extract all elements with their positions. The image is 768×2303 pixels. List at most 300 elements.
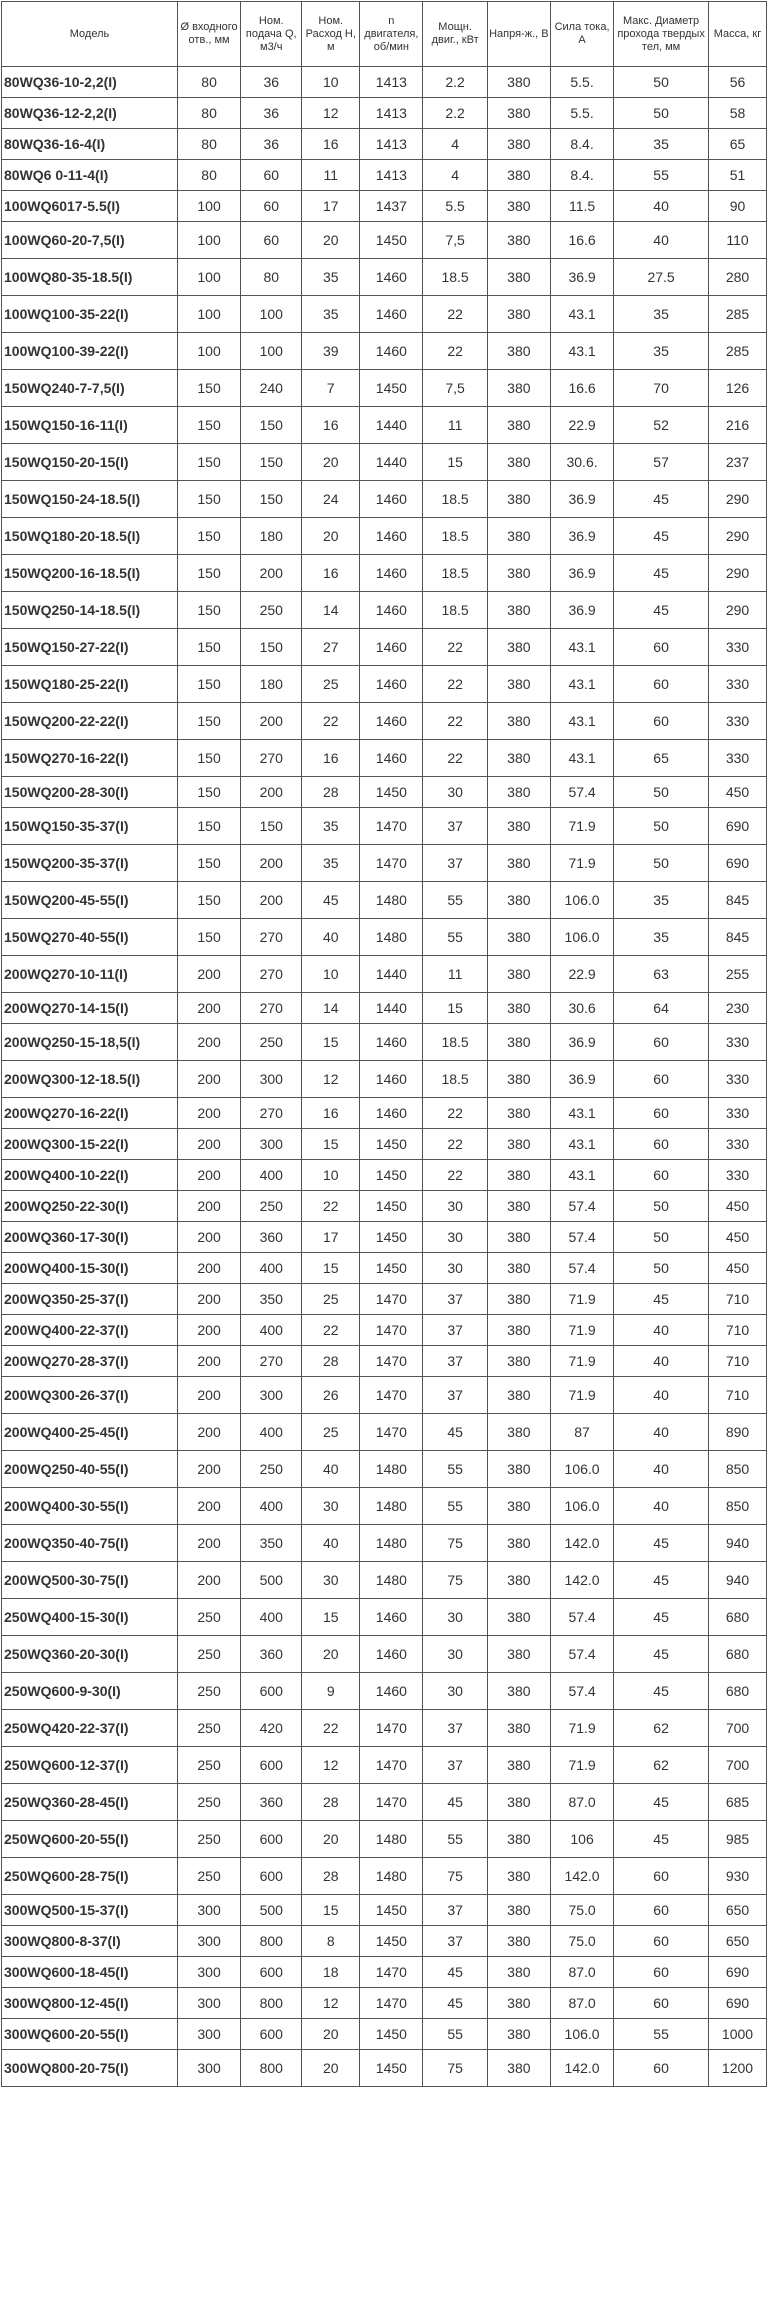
table-row: [2, 333, 767, 370]
cell-mass: 65: [709, 129, 767, 160]
cell-inlet-diameter: 100: [177, 191, 240, 222]
cell-max-solids: 35: [614, 296, 709, 333]
cell-mass: 680: [709, 1636, 767, 1673]
cell-motor-power: 18.5: [423, 1024, 487, 1061]
table-row: [2, 444, 767, 481]
cell-inlet-diameter: 300: [177, 2019, 240, 2050]
cell-motor-power: 30: [423, 777, 487, 808]
cell-inlet-diameter: 200: [177, 1488, 240, 1525]
cell-motor-rpm: 1480: [360, 1821, 423, 1858]
cell-max-solids: 57: [614, 444, 709, 481]
cell-model: 250WQ600-9-30(I): [2, 1673, 178, 1710]
cell-motor-rpm: 1450: [360, 777, 423, 808]
cell-head: 12: [302, 1747, 360, 1784]
table-row: [2, 407, 767, 444]
cell-voltage: 380: [487, 1377, 550, 1414]
table-row: [2, 956, 767, 993]
cell-flow-rate: 270: [241, 740, 302, 777]
cell-motor-power: 22: [423, 629, 487, 666]
cell-current: 16.6: [550, 222, 613, 259]
cell-max-solids: 40: [614, 1488, 709, 1525]
cell-current: 5.5.: [550, 98, 613, 129]
cell-mass: 330: [709, 1061, 767, 1098]
cell-mass: 845: [709, 919, 767, 956]
cell-motor-power: 55: [423, 1821, 487, 1858]
cell-max-solids: 40: [614, 1377, 709, 1414]
cell-model: 200WQ350-40-75(I): [2, 1525, 178, 1562]
cell-mass: 450: [709, 1191, 767, 1222]
table-row: [2, 1346, 767, 1377]
cell-mass: 690: [709, 1957, 767, 1988]
table-row: [2, 296, 767, 333]
cell-current: 57.4: [550, 1599, 613, 1636]
cell-voltage: 380: [487, 1222, 550, 1253]
cell-max-solids: 60: [614, 1024, 709, 1061]
cell-mass: 710: [709, 1377, 767, 1414]
cell-current: 71.9: [550, 1284, 613, 1315]
cell-motor-power: 7,5: [423, 222, 487, 259]
table-row: [2, 1129, 767, 1160]
cell-model: 200WQ350-25-37(I): [2, 1284, 178, 1315]
cell-model: 80WQ36-16-4(I): [2, 129, 178, 160]
cell-current: 71.9: [550, 1710, 613, 1747]
cell-inlet-diameter: 200: [177, 1346, 240, 1377]
cell-max-solids: 40: [614, 1346, 709, 1377]
cell-max-solids: 45: [614, 1562, 709, 1599]
cell-motor-power: 22: [423, 703, 487, 740]
cell-mass: 330: [709, 1160, 767, 1191]
cell-motor-rpm: 1440: [360, 993, 423, 1024]
cell-voltage: 380: [487, 1957, 550, 1988]
cell-voltage: 380: [487, 1098, 550, 1129]
cell-model: 150WQ200-16-18.5(I): [2, 555, 178, 592]
cell-head: 26: [302, 1377, 360, 1414]
cell-flow-rate: 270: [241, 993, 302, 1024]
cell-voltage: 380: [487, 592, 550, 629]
cell-current: 36.9: [550, 518, 613, 555]
cell-voltage: 380: [487, 1191, 550, 1222]
cell-flow-rate: 250: [241, 592, 302, 629]
cell-motor-power: 37: [423, 1377, 487, 1414]
cell-motor-rpm: 1450: [360, 1191, 423, 1222]
cell-head: 22: [302, 1315, 360, 1346]
cell-head: 17: [302, 1222, 360, 1253]
cell-model: 200WQ400-10-22(I): [2, 1160, 178, 1191]
cell-inlet-diameter: 300: [177, 1895, 240, 1926]
cell-max-solids: 35: [614, 919, 709, 956]
header-max-solids: Макс. Диаметр прохода твердых тел, мм: [614, 2, 709, 67]
cell-model: 80WQ36-12-2,2(I): [2, 98, 178, 129]
table-row: [2, 1253, 767, 1284]
pump-spec-table: [1, 1, 767, 2087]
cell-motor-rpm: 1480: [360, 1488, 423, 1525]
cell-motor-power: 4: [423, 160, 487, 191]
cell-head: 16: [302, 555, 360, 592]
cell-flow-rate: 420: [241, 1710, 302, 1747]
cell-motor-power: 18.5: [423, 259, 487, 296]
cell-motor-rpm: 1470: [360, 1710, 423, 1747]
cell-motor-power: 75: [423, 1858, 487, 1895]
cell-mass: 1000: [709, 2019, 767, 2050]
cell-motor-rpm: 1470: [360, 1747, 423, 1784]
cell-model: 100WQ80-35-18.5(I): [2, 259, 178, 296]
cell-mass: 285: [709, 296, 767, 333]
cell-max-solids: 45: [614, 1636, 709, 1673]
cell-motor-power: 37: [423, 1346, 487, 1377]
cell-motor-rpm: 1460: [360, 1098, 423, 1129]
cell-motor-power: 37: [423, 1747, 487, 1784]
table-row: [2, 845, 767, 882]
cell-inlet-diameter: 200: [177, 1525, 240, 1562]
cell-inlet-diameter: 250: [177, 1784, 240, 1821]
cell-model: 250WQ600-28-75(I): [2, 1858, 178, 1895]
table-row: [2, 1061, 767, 1098]
cell-model: 250WQ600-20-55(I): [2, 1821, 178, 1858]
cell-voltage: 380: [487, 1253, 550, 1284]
cell-mass: 650: [709, 1926, 767, 1957]
cell-current: 43.1: [550, 1129, 613, 1160]
cell-flow-rate: 400: [241, 1414, 302, 1451]
cell-voltage: 380: [487, 518, 550, 555]
cell-model: 150WQ150-24-18.5(I): [2, 481, 178, 518]
table-row: [2, 919, 767, 956]
cell-motor-rpm: 1460: [360, 1673, 423, 1710]
cell-motor-rpm: 1480: [360, 882, 423, 919]
cell-mass: 51: [709, 160, 767, 191]
table-row: [2, 1957, 767, 1988]
table-row: [2, 2050, 767, 2087]
cell-current: 57.4: [550, 1191, 613, 1222]
cell-current: 43.1: [550, 296, 613, 333]
cell-model: 100WQ100-39-22(I): [2, 333, 178, 370]
cell-model: 250WQ360-28-45(I): [2, 1784, 178, 1821]
cell-head: 15: [302, 1895, 360, 1926]
cell-head: 20: [302, 2019, 360, 2050]
table-row: [2, 2019, 767, 2050]
cell-current: 106.0: [550, 919, 613, 956]
cell-current: 71.9: [550, 1747, 613, 1784]
cell-motor-rpm: 1413: [360, 98, 423, 129]
cell-voltage: 380: [487, 1525, 550, 1562]
cell-inlet-diameter: 200: [177, 1284, 240, 1315]
cell-mass: 330: [709, 1098, 767, 1129]
cell-motor-power: 55: [423, 2019, 487, 2050]
cell-motor-power: 7,5: [423, 370, 487, 407]
cell-model: 300WQ800-12-45(I): [2, 1988, 178, 2019]
cell-inlet-diameter: 150: [177, 555, 240, 592]
cell-inlet-diameter: 250: [177, 1599, 240, 1636]
cell-motor-power: 18.5: [423, 518, 487, 555]
table-row: [2, 1895, 767, 1926]
cell-mass: 280: [709, 259, 767, 296]
cell-max-solids: 60: [614, 1098, 709, 1129]
header-voltage: Напря-ж., В: [487, 2, 550, 67]
table-body: [2, 67, 767, 2087]
cell-inlet-diameter: 150: [177, 629, 240, 666]
table-row: [2, 67, 767, 98]
cell-max-solids: 50: [614, 808, 709, 845]
cell-inlet-diameter: 150: [177, 481, 240, 518]
cell-motor-rpm: 1460: [360, 740, 423, 777]
cell-motor-rpm: 1470: [360, 808, 423, 845]
cell-motor-rpm: 1470: [360, 845, 423, 882]
cell-current: 106.0: [550, 882, 613, 919]
cell-motor-power: 22: [423, 1098, 487, 1129]
cell-head: 15: [302, 1129, 360, 1160]
cell-max-solids: 50: [614, 845, 709, 882]
cell-inlet-diameter: 250: [177, 1747, 240, 1784]
cell-motor-power: 45: [423, 1988, 487, 2019]
cell-max-solids: 40: [614, 1451, 709, 1488]
cell-motor-rpm: 1460: [360, 1061, 423, 1098]
cell-current: 57.4: [550, 777, 613, 808]
table-row: [2, 808, 767, 845]
cell-voltage: 380: [487, 956, 550, 993]
cell-head: 40: [302, 919, 360, 956]
cell-current: 87.0: [550, 1957, 613, 1988]
cell-max-solids: 45: [614, 555, 709, 592]
cell-max-solids: 40: [614, 191, 709, 222]
cell-voltage: 380: [487, 1562, 550, 1599]
cell-current: 142.0: [550, 1525, 613, 1562]
cell-head: 28: [302, 1858, 360, 1895]
cell-flow-rate: 250: [241, 1191, 302, 1222]
cell-voltage: 380: [487, 808, 550, 845]
cell-motor-rpm: 1480: [360, 1451, 423, 1488]
cell-current: 43.1: [550, 703, 613, 740]
cell-voltage: 380: [487, 2019, 550, 2050]
cell-inlet-diameter: 150: [177, 518, 240, 555]
cell-flow-rate: 300: [241, 1061, 302, 1098]
cell-flow-rate: 500: [241, 1562, 302, 1599]
cell-max-solids: 40: [614, 1414, 709, 1451]
cell-flow-rate: 400: [241, 1160, 302, 1191]
cell-motor-power: 30: [423, 1599, 487, 1636]
cell-current: 36.9: [550, 481, 613, 518]
cell-mass: 930: [709, 1858, 767, 1895]
cell-mass: 90: [709, 191, 767, 222]
cell-motor-power: 30: [423, 1673, 487, 1710]
table-row: [2, 160, 767, 191]
cell-model: 250WQ600-12-37(I): [2, 1747, 178, 1784]
cell-mass: 110: [709, 222, 767, 259]
cell-motor-rpm: 1413: [360, 160, 423, 191]
cell-mass: 940: [709, 1562, 767, 1599]
cell-motor-power: 18.5: [423, 592, 487, 629]
cell-inlet-diameter: 80: [177, 160, 240, 191]
cell-motor-power: 30: [423, 1191, 487, 1222]
table-row: [2, 1747, 767, 1784]
cell-flow-rate: 800: [241, 2050, 302, 2087]
cell-inlet-diameter: 150: [177, 777, 240, 808]
cell-max-solids: 55: [614, 160, 709, 191]
table-row: [2, 1098, 767, 1129]
header-mass: Масса, кг: [709, 2, 767, 67]
cell-mass: 330: [709, 703, 767, 740]
cell-mass: 450: [709, 1253, 767, 1284]
cell-max-solids: 50: [614, 777, 709, 808]
cell-model: 200WQ270-28-37(I): [2, 1346, 178, 1377]
table-row: [2, 1673, 767, 1710]
cell-motor-rpm: 1440: [360, 444, 423, 481]
cell-voltage: 380: [487, 481, 550, 518]
cell-head: 10: [302, 1160, 360, 1191]
cell-voltage: 380: [487, 222, 550, 259]
cell-voltage: 380: [487, 191, 550, 222]
cell-mass: 690: [709, 845, 767, 882]
cell-mass: 58: [709, 98, 767, 129]
header-model: Модель: [2, 2, 178, 67]
cell-current: 36.9: [550, 1024, 613, 1061]
cell-model: 80WQ6 0-11-4(I): [2, 160, 178, 191]
cell-head: 10: [302, 956, 360, 993]
cell-current: 106.0: [550, 1451, 613, 1488]
cell-head: 15: [302, 1599, 360, 1636]
cell-motor-rpm: 1470: [360, 1784, 423, 1821]
cell-model: 300WQ600-18-45(I): [2, 1957, 178, 1988]
table-header-row: [2, 2, 767, 67]
cell-head: 20: [302, 1636, 360, 1673]
cell-max-solids: 45: [614, 1784, 709, 1821]
cell-head: 8: [302, 1926, 360, 1957]
cell-model: 300WQ500-15-37(I): [2, 1895, 178, 1926]
cell-motor-power: 11: [423, 407, 487, 444]
table-row: [2, 1636, 767, 1673]
cell-model: 200WQ300-15-22(I): [2, 1129, 178, 1160]
cell-voltage: 380: [487, 67, 550, 98]
cell-model: 150WQ270-16-22(I): [2, 740, 178, 777]
cell-mass: 710: [709, 1346, 767, 1377]
cell-head: 20: [302, 444, 360, 481]
cell-inlet-diameter: 250: [177, 1710, 240, 1747]
cell-current: 5.5.: [550, 67, 613, 98]
cell-inlet-diameter: 150: [177, 703, 240, 740]
cell-model: 150WQ200-22-22(I): [2, 703, 178, 740]
cell-current: 30.6: [550, 993, 613, 1024]
cell-max-solids: 60: [614, 1858, 709, 1895]
cell-max-solids: 60: [614, 666, 709, 703]
cell-flow-rate: 250: [241, 1451, 302, 1488]
table-row: [2, 740, 767, 777]
cell-motor-power: 37: [423, 845, 487, 882]
cell-motor-power: 11: [423, 956, 487, 993]
cell-current: 87: [550, 1414, 613, 1451]
cell-flow-rate: 800: [241, 1926, 302, 1957]
cell-mass: 685: [709, 1784, 767, 1821]
cell-head: 30: [302, 1488, 360, 1525]
cell-motor-power: 45: [423, 1784, 487, 1821]
cell-motor-power: 55: [423, 1451, 487, 1488]
cell-mass: 290: [709, 518, 767, 555]
cell-current: 71.9: [550, 1315, 613, 1346]
cell-motor-rpm: 1450: [360, 1129, 423, 1160]
cell-inlet-diameter: 100: [177, 222, 240, 259]
cell-current: 71.9: [550, 1377, 613, 1414]
cell-inlet-diameter: 150: [177, 407, 240, 444]
cell-max-solids: 35: [614, 129, 709, 160]
cell-head: 35: [302, 845, 360, 882]
cell-voltage: 380: [487, 1160, 550, 1191]
table-row: [2, 129, 767, 160]
cell-inlet-diameter: 200: [177, 1253, 240, 1284]
cell-current: 71.9: [550, 845, 613, 882]
cell-voltage: 380: [487, 555, 550, 592]
cell-head: 15: [302, 1024, 360, 1061]
cell-flow-rate: 200: [241, 882, 302, 919]
cell-motor-rpm: 1460: [360, 666, 423, 703]
cell-voltage: 380: [487, 160, 550, 191]
cell-model: 100WQ60-20-7,5(I): [2, 222, 178, 259]
cell-motor-power: 22: [423, 1129, 487, 1160]
cell-mass: 56: [709, 67, 767, 98]
cell-voltage: 380: [487, 1414, 550, 1451]
cell-motor-power: 37: [423, 1315, 487, 1346]
table-row: [2, 1858, 767, 1895]
cell-model: 200WQ250-15-18,5(I): [2, 1024, 178, 1061]
cell-mass: 890: [709, 1414, 767, 1451]
table-row: [2, 1988, 767, 2019]
cell-flow-rate: 250: [241, 1024, 302, 1061]
cell-current: 30.6.: [550, 444, 613, 481]
cell-motor-power: 18.5: [423, 481, 487, 518]
cell-motor-power: 4: [423, 129, 487, 160]
cell-motor-rpm: 1450: [360, 1222, 423, 1253]
cell-motor-power: 18.5: [423, 555, 487, 592]
cell-voltage: 380: [487, 259, 550, 296]
cell-current: 71.9: [550, 1346, 613, 1377]
cell-head: 24: [302, 481, 360, 518]
cell-current: 75.0: [550, 1926, 613, 1957]
cell-mass: 690: [709, 1988, 767, 2019]
cell-flow-rate: 360: [241, 1784, 302, 1821]
cell-inlet-diameter: 200: [177, 1024, 240, 1061]
cell-max-solids: 35: [614, 882, 709, 919]
cell-motor-power: 30: [423, 1222, 487, 1253]
cell-voltage: 380: [487, 1710, 550, 1747]
table-row: [2, 1315, 767, 1346]
cell-motor-rpm: 1470: [360, 1414, 423, 1451]
cell-current: 43.1: [550, 1098, 613, 1129]
table-row: [2, 259, 767, 296]
cell-motor-power: 37: [423, 1710, 487, 1747]
cell-inlet-diameter: 200: [177, 993, 240, 1024]
cell-motor-power: 5.5: [423, 191, 487, 222]
cell-head: 30: [302, 1562, 360, 1599]
cell-max-solids: 60: [614, 2050, 709, 2087]
cell-model: 200WQ270-14-15(I): [2, 993, 178, 1024]
table-row: [2, 993, 767, 1024]
cell-mass: 680: [709, 1599, 767, 1636]
table-row: [2, 666, 767, 703]
cell-inlet-diameter: 100: [177, 259, 240, 296]
cell-model: 150WQ240-7-7,5(I): [2, 370, 178, 407]
cell-inlet-diameter: 200: [177, 1414, 240, 1451]
cell-inlet-diameter: 200: [177, 1451, 240, 1488]
table-row: [2, 1377, 767, 1414]
cell-voltage: 380: [487, 370, 550, 407]
cell-model: 250WQ420-22-37(I): [2, 1710, 178, 1747]
cell-head: 40: [302, 1451, 360, 1488]
cell-flow-rate: 300: [241, 1377, 302, 1414]
cell-current: 36.9: [550, 259, 613, 296]
cell-mass: 126: [709, 370, 767, 407]
cell-flow-rate: 400: [241, 1315, 302, 1346]
cell-motor-rpm: 1470: [360, 1284, 423, 1315]
cell-inlet-diameter: 300: [177, 1926, 240, 1957]
table-row: [2, 1488, 767, 1525]
table-row: [2, 1024, 767, 1061]
table-row: [2, 703, 767, 740]
